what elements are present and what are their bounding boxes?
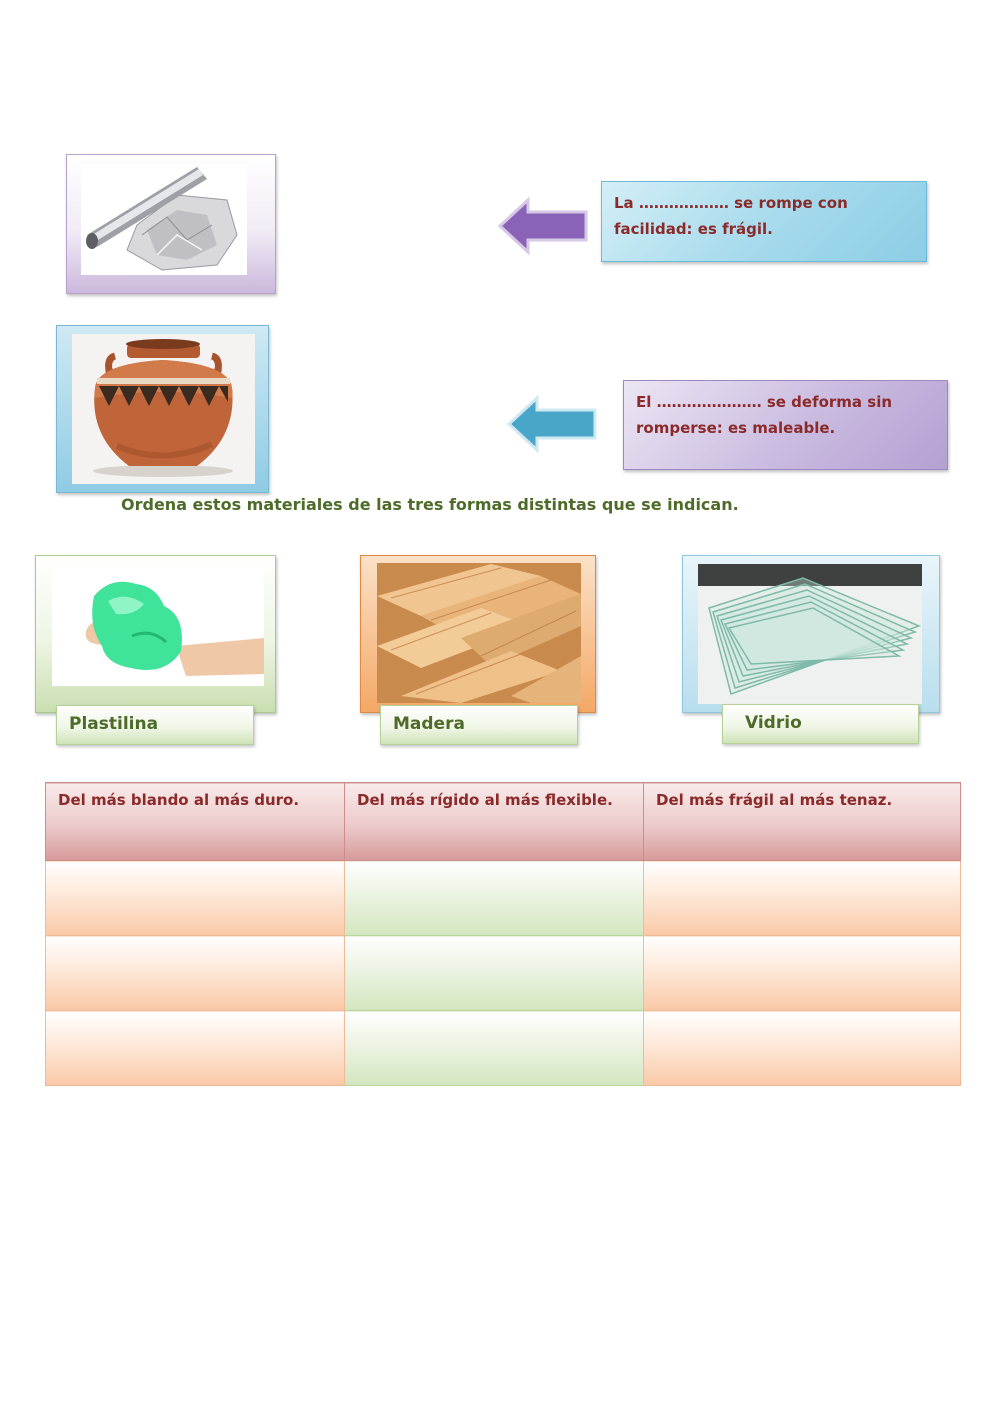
material-label-glass bbox=[722, 704, 919, 744]
glass-image-frame bbox=[682, 555, 940, 713]
statement-text: El ………………… se deforma sin bbox=[636, 393, 893, 411]
statement-text: La ……………… se rompe con bbox=[614, 194, 848, 212]
table-row bbox=[46, 936, 961, 1011]
arrow-left-icon bbox=[496, 196, 592, 256]
table-header-row bbox=[46, 783, 961, 861]
wood-image-frame bbox=[360, 555, 596, 713]
material-label-text: Plastilina bbox=[69, 714, 159, 734]
answer-cell[interactable] bbox=[644, 1011, 961, 1086]
glass-sheets-image bbox=[683, 556, 941, 714]
statement-text: facilidad: es frágil. bbox=[614, 220, 773, 238]
answer-cell[interactable] bbox=[345, 936, 644, 1011]
clay-pot-image bbox=[57, 326, 270, 494]
answer-cell[interactable] bbox=[345, 861, 644, 936]
answer-cell[interactable] bbox=[46, 936, 345, 1011]
plasticine-image bbox=[36, 556, 277, 714]
ordering-table bbox=[45, 782, 961, 1086]
material-label-plasticine bbox=[56, 705, 254, 745]
wood-planks-image bbox=[361, 556, 597, 714]
table-row bbox=[46, 861, 961, 936]
material-label-text: Vidrio bbox=[745, 713, 802, 733]
answer-cell[interactable] bbox=[345, 1011, 644, 1086]
column-header-fragile-to-tough: Del más frágil al más tenaz. bbox=[644, 783, 961, 861]
column-header-soft-to-hard: Del más blando al más duro. bbox=[46, 783, 345, 861]
foil-image-frame bbox=[66, 154, 276, 294]
material-label-text: Madera bbox=[393, 714, 465, 734]
aluminum-foil-image bbox=[67, 155, 277, 295]
instruction-text: Ordena estos materiales de las tres formas distintas que se indican. bbox=[121, 495, 739, 514]
statement-text: romperse: es maleable. bbox=[636, 419, 836, 437]
answer-cell[interactable] bbox=[644, 861, 961, 936]
plasticine-image-frame bbox=[35, 555, 276, 713]
column-header-rigid-to-flexible: Del más rígido al más flexible. bbox=[345, 783, 644, 861]
fragile-statement-box bbox=[601, 181, 927, 262]
clay-pot-image-frame bbox=[56, 325, 269, 493]
malleable-statement-box bbox=[623, 380, 948, 470]
answer-cell[interactable] bbox=[46, 1011, 345, 1086]
table-row bbox=[46, 1011, 961, 1086]
answer-cell[interactable] bbox=[644, 936, 961, 1011]
material-label-wood bbox=[380, 705, 578, 745]
arrow-left-icon bbox=[505, 394, 601, 454]
answer-cell[interactable] bbox=[46, 861, 345, 936]
